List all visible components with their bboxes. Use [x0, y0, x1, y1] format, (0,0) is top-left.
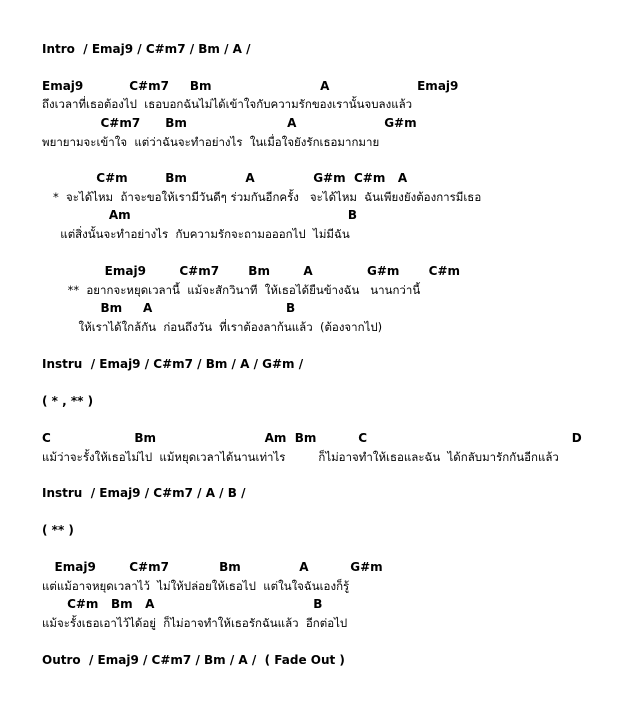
outro-line: Outro / Emaj9 / C#m7 / Bm / A / ( Fade Out )	[42, 653, 345, 667]
ending-chords-2: C#m Bm A B	[42, 597, 323, 611]
verse1-lyric-2: พยายามจะเข้าใจ แต่ว่าฉันจะทำอย่างไร ในเมื่อใจยังรักเธอมากมาย	[42, 135, 380, 149]
chorus1-chords-1: C#m Bm A G#m C#m A	[42, 171, 408, 185]
intro-line: Intro / Emaj9 / C#m7 / Bm / A /	[42, 42, 251, 56]
chorus1-chords-2: Am B	[42, 208, 358, 222]
ending-lyric-2: แม้จะรั้งเธอเอาไว้ได้อยู่ ก็ไม่อาจทำให้เธอรักฉันแล้ว อีกต่อไป	[42, 616, 348, 630]
repeat-line-2: ( ** )	[42, 523, 74, 537]
ending-chords-1: Emaj9 C#m7 Bm A G#m	[42, 560, 383, 574]
verse1-chords-2: C#m7 Bm A G#m	[42, 116, 417, 130]
verse1-chords-1: Emaj9 C#m7 Bm A Emaj9	[42, 79, 459, 93]
chorus2-chords-2: Bm A B	[42, 301, 296, 315]
instru-line-2: Instru / Emaj9 / C#m7 / A / B /	[42, 486, 246, 500]
chorus2-chords-1: Emaj9 C#m7 Bm A G#m C#m	[42, 264, 460, 278]
chorus1-lyric-2: แต่สิ่งนั้นจะทำอย่างไร กับความรักจะถามอออกไป ไม่มีฉัน	[42, 227, 350, 241]
bridge-chords: C Bm Am Bm C D	[42, 431, 582, 445]
instru-line-1: Instru / Emaj9 / C#m7 / Bm / A / G#m /	[42, 357, 304, 371]
chorus2-lyric-2: ให้เราได้ใกล้กัน ก่อนถึงวัน ที่เราต้องลาก้นแล้ว (ต้องจากไป)	[42, 320, 383, 334]
chorus1-lyric-1: * จะได้ไหม ถ้าจะขอให้เรามีวันดีๆ ร่วมกันอีกครั้ง จะได้ไหม ฉันเพียงยังต้องการมีเธอ	[42, 190, 482, 204]
repeat-line-1: ( * , ** )	[42, 394, 94, 408]
verse1-lyric-1: ถึงเวลาที่เธอต้องไป เธอบอกฉันไม่ได้เข้าใจกับความรักของเรานั้นจบลงแล้ว	[42, 97, 413, 111]
bridge-lyric: แม้ว่าจะรั้งให้เธอไม่ไป แม้หยุดเวลาได้นานเท่าไร ก็ไม่อาจทำให้เธอและฉัน ได้กลับมารักกันอีกแล้ว	[42, 450, 559, 464]
ending-lyric-1: แต่แม้อาจหยุดเวลาไว้ ไม่ให้ปล่อยให้เธอไป แต่ในใจฉันเองก็รู้	[42, 579, 350, 593]
chorus2-lyric-1: ** อยากจะหยุดเวลานี้ แม้จะสักวินาที ให้เธอได้ยืนข้างฉัน นานกว่านี้	[42, 283, 421, 297]
